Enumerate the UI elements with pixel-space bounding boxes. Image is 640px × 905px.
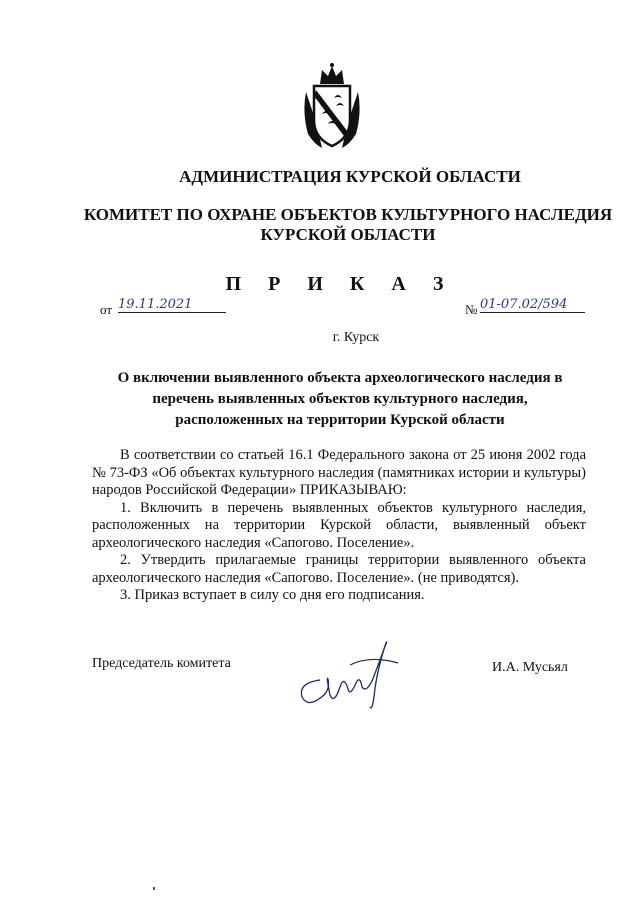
order-subject-line1: О включении выявленного объекта археологического наследия в	[117, 370, 563, 386]
order-item-2: 2. Утвердить прилагаемые границы территории выявленного объекта археологического наследия «Сапогово. Поселение». (не приводятся).	[92, 552, 586, 586]
order-body	[92, 447, 586, 605]
signatory-name: И.А. Мусьял	[492, 660, 568, 675]
coat-of-arms-icon	[300, 62, 364, 152]
order-subject	[20, 368, 640, 431]
order-subject-line3: расположенных на территории Курской области	[175, 412, 505, 428]
order-item-1: 1. Включить в перечень выявленных объектов культурного наследия, расположенных на территории Курской области, выявленный объект археологического наследия «Сапогово. Поселение».	[92, 499, 586, 551]
committee-heading-line1: КОМИТЕТ ПО ОХРАНЕ ОБЪЕКТОВ КУЛЬТУРНОГО НАСЛЕДИЯ	[83, 205, 613, 224]
number-prefix: №	[465, 302, 478, 317]
document-type-title: П Р И К А З	[225, 273, 455, 295]
scan-speck	[153, 887, 155, 890]
order-item-3: 3. Приказ вступает в силу со дня его подписания.	[120, 587, 425, 603]
preamble-paragraph: В соответствии со статьей 16.1 Федерального закона от 25 июня 2002 года № 73-ФЗ «Об объектах культурного наследия (памятниках истории и культуры) народов Российской Федерации» ПРИКАЗЫВАЮ:	[92, 447, 586, 498]
committee-heading	[28, 205, 640, 245]
order-number: 01-07.02/594	[480, 297, 585, 313]
signatory-position: Председатель комитета	[92, 656, 231, 671]
order-subject-line2: перечень выявленных объектов культурного наследия,	[152, 391, 528, 407]
city: г. Курск	[332, 330, 380, 345]
date-prefix: от	[100, 302, 113, 317]
signature-icon	[290, 635, 410, 715]
order-date: 19.11.2021	[118, 297, 226, 313]
committee-heading-line2: КУРСКОЙ ОБЛАСТИ	[260, 225, 436, 244]
administration-heading: АДМИНИСТРАЦИЯ КУРСКОЙ ОБЛАСТИ	[179, 167, 521, 186]
